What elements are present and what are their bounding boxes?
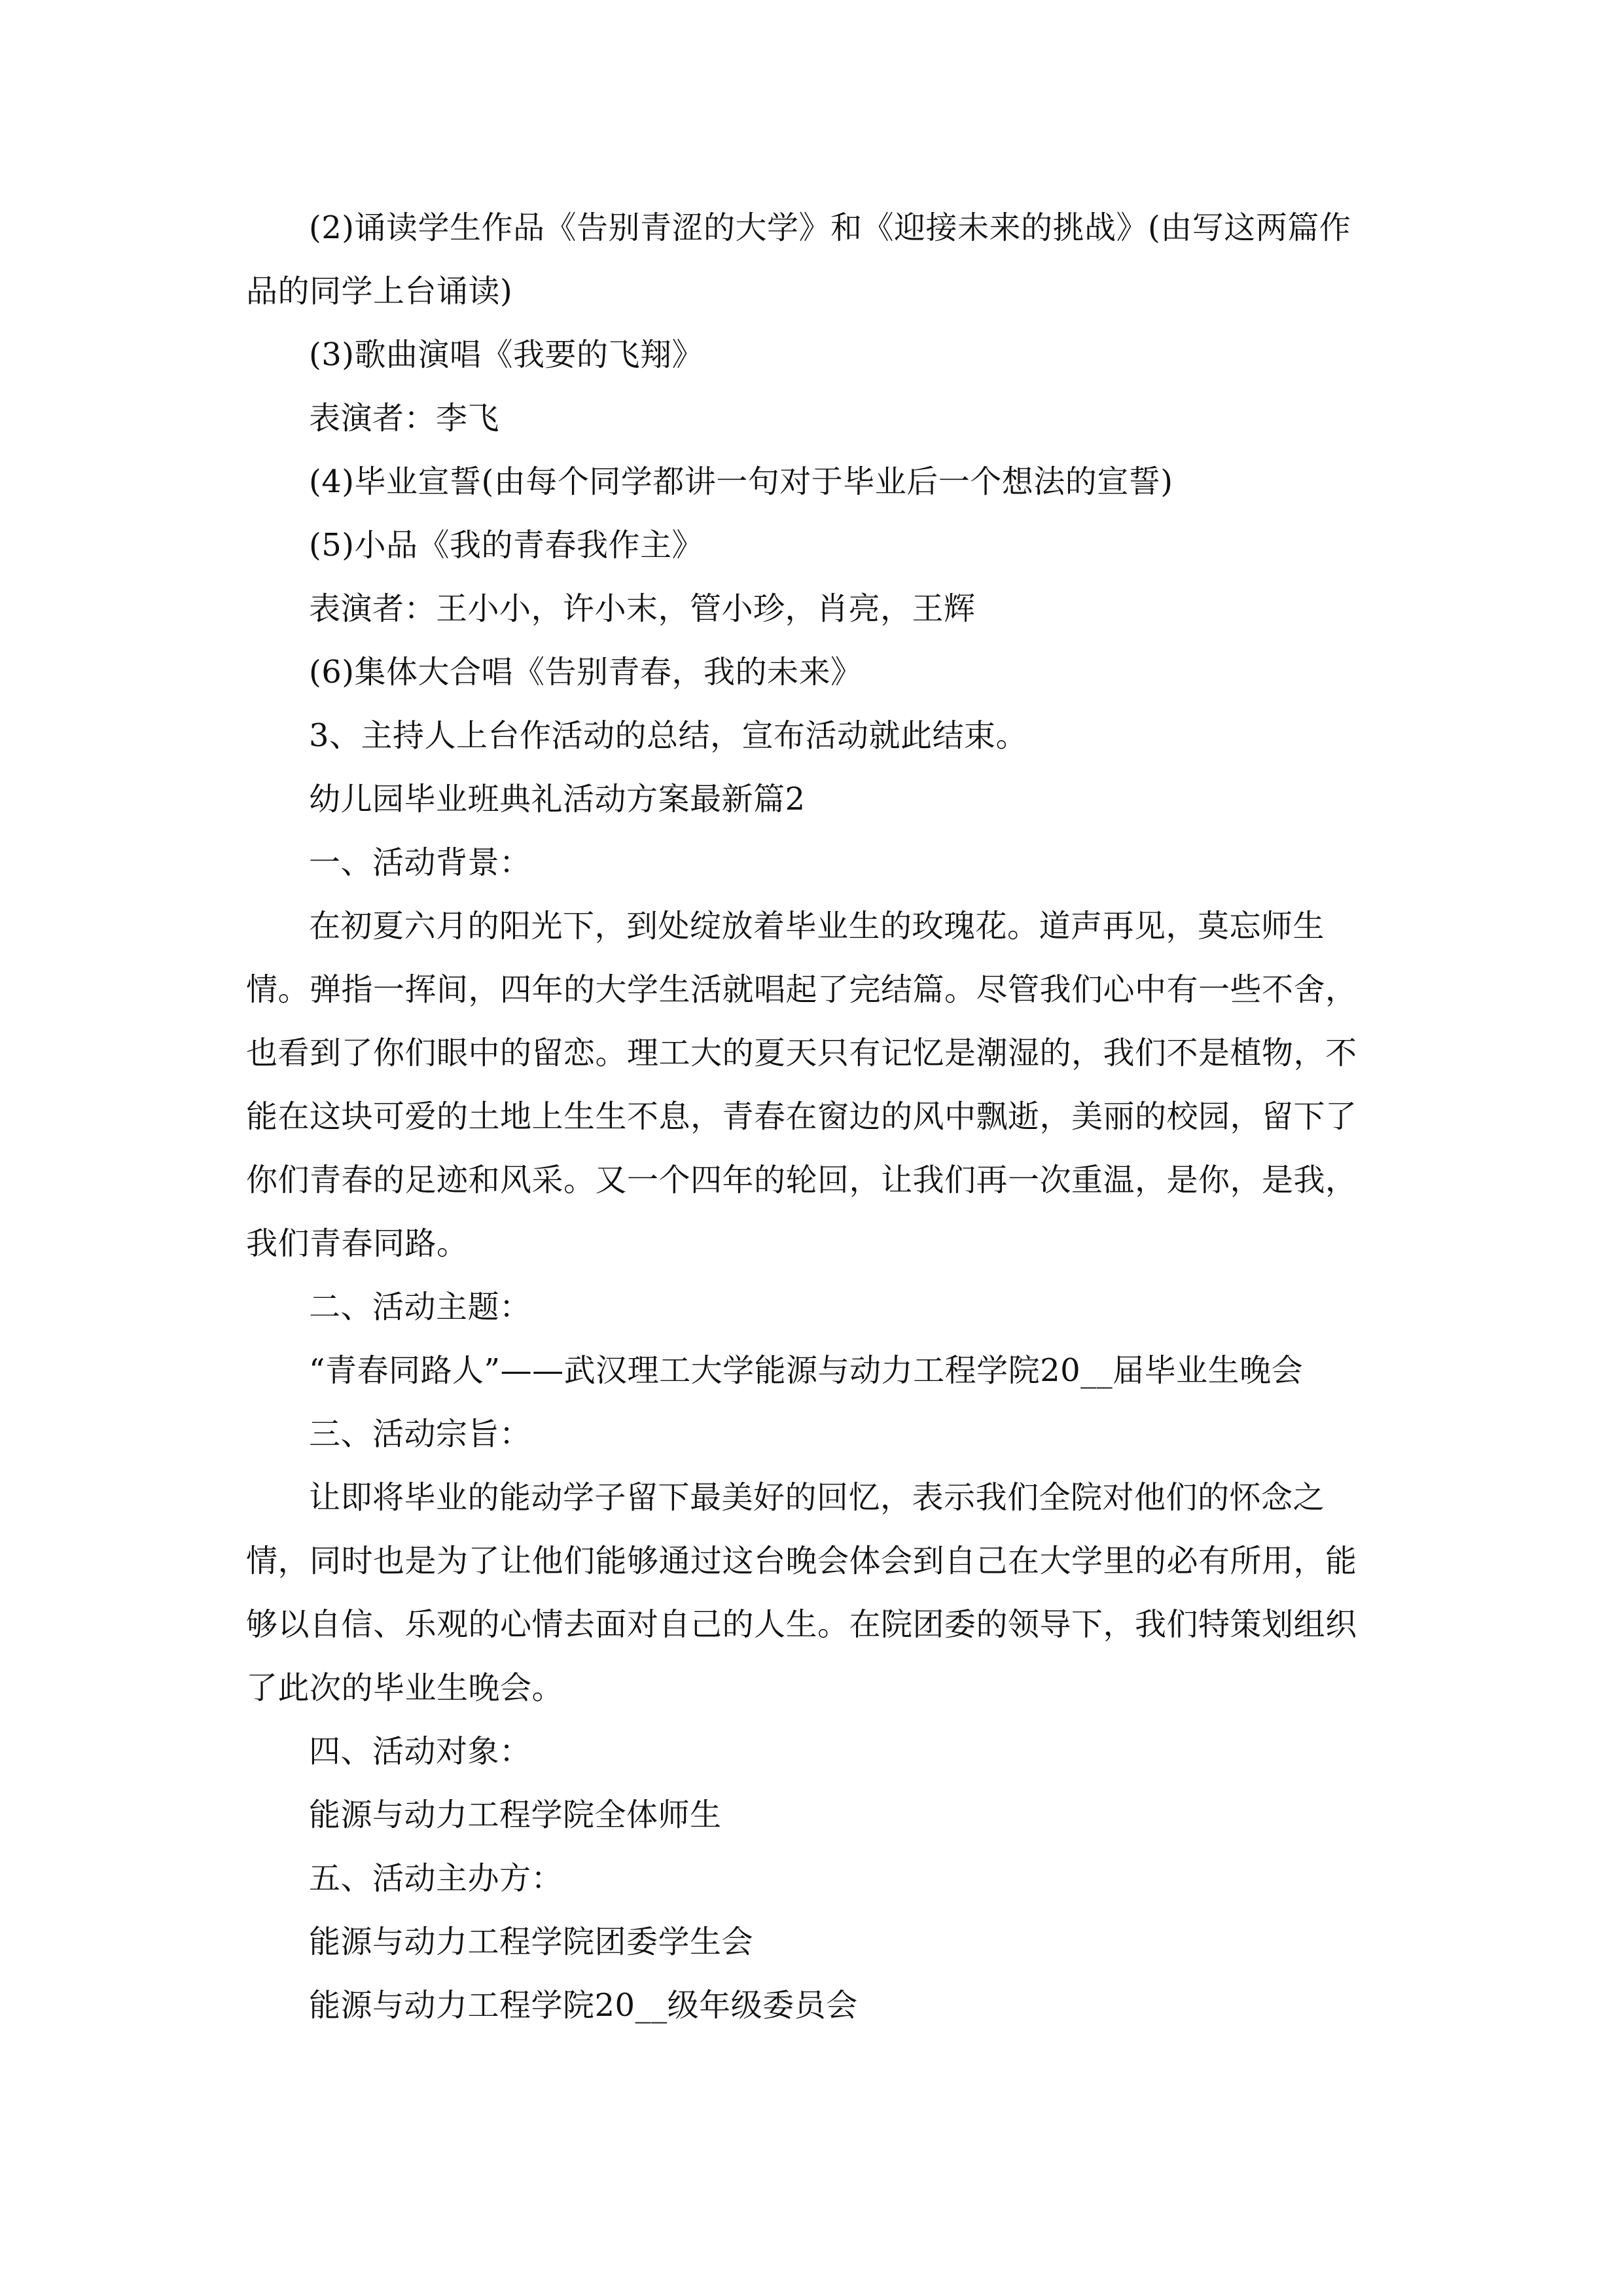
paragraph-song: (3)歌曲演唱《我要的飞翔》 <box>309 336 704 373</box>
paragraph-organizer-1: 能源与动力工程学院团委学生会 <box>309 1924 754 1960</box>
document-body <box>246 196 1378 2037</box>
paragraph-audience: 能源与动力工程学院全体师生 <box>309 1797 722 1833</box>
section-title: 幼儿园毕业班典礼活动方案最新篇2 <box>309 781 806 817</box>
heading-organizer: 五、活动主办方： <box>309 1860 563 1897</box>
heading-theme: 二、活动主题： <box>309 1289 531 1325</box>
paragraph-chorus: (6)集体大合唱《告别青春，我的未来》 <box>309 654 863 691</box>
heading-audience: 四、活动对象： <box>309 1733 531 1770</box>
paragraph-closing: 3、主持人上台作活动的总结，宣布活动就此结束。 <box>309 717 1028 754</box>
paragraph-performer-song: 表演者：李飞 <box>309 400 500 437</box>
paragraph-recitation: (2)诵读学生作品《告别青涩的大学》和《迎接未来的挑战》(由写这两篇作品的同学上台诵读) <box>246 209 1351 310</box>
paragraph-background: 在初夏六月的阳光下，到处绽放着毕业生的玫瑰花。道声再见，莫忘师生情。弹指一挥间，四年的大学生活就唱起了完结篇。尽管我们心中有一些不舍，也看到了你们眼中的留恋。理工大的夏天只有记忆是潮湿的，我们不是植物，不能在这块可爱的土地上生生不息，青春在窗边的风中飘逝，美丽的校园，留下了你们青春的足迹和风采。又一个四年的轮回，让我们再一次重温，是你，是我，我们青春同路。 <box>246 908 1357 1262</box>
paragraph-organizer-2: 能源与动力工程学院20__级年级委员会 <box>309 1987 858 2024</box>
paragraph-purpose: 让即将毕业的能动学子留下最美好的回忆，表示我们全院对他们的怀念之情，同时也是为了让他们能够通过这台晚会体会到自己在大学里的必有所用，能够以自信、乐观的心情去面对自己的人生。在院团委的领导下，我们特策划组织了此次的毕业生晚会。 <box>246 1479 1357 1706</box>
paragraph-theme: “青春同路人”——武汉理工大学能源与动力工程学院20__届毕业生晚会 <box>309 1352 1304 1389</box>
paragraph-sketch: (5)小品《我的青春我作主》 <box>309 527 704 564</box>
heading-purpose: 三、活动宗旨： <box>309 1416 531 1452</box>
paragraph-oath: (4)毕业宣誓(由每个同学都讲一句对于毕业后一个想法的宣誓) <box>309 463 1173 500</box>
heading-background: 一、活动背景： <box>309 844 531 881</box>
paragraph-performers-sketch: 表演者：王小小，许小末，管小珍，肖亮，王辉 <box>309 590 976 627</box>
